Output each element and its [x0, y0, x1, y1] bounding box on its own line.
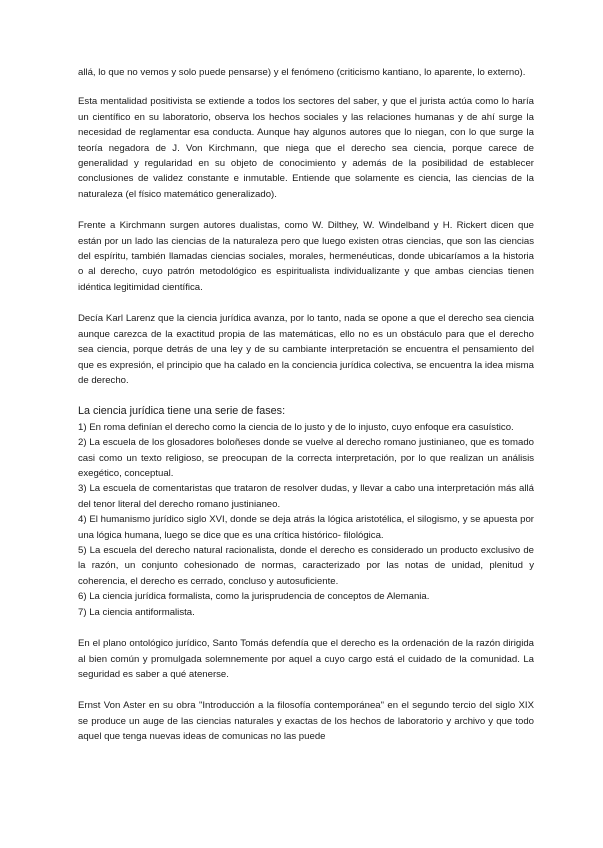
- paragraph-santo-tomas: En el plano ontológico jurídico, Santo Tomás defendía que el derecho es la ordenación de la razón dirigida al bien común y promulgada solemnemente por aquel a cuyo cargo está el cuidado de la comunidad. La seguridad es saber a qué atenerse.: [78, 638, 534, 680]
- paragraph-von-aster: Ernst Von Aster en su obra "Introducción a la filosofía contemporánea" en el segundo tercio del siglo XIX se produce un auge de las ciencias naturales y exactas de los hechos de laboratorio y archivo y que todo aquel que tenga nuevas ideas de comunicas no las puede: [78, 700, 534, 743]
- paragraph-larenz: Decía Karl Larenz que la ciencia jurídica avanza, por lo tanto, nada se opone a que el derecho sea ciencia aunque carezca de la exactitud propia de las matemáticas, ello no es un obstáculo para que el derecho sea ciencia, porque detrás de una ley y de su cambiante interpretación se encuentra el pensamiento del que es expresión, el principio que ha calado en la conciencia jurídica colectiva, se encuentra la idea misma de derecho.: [78, 313, 534, 386]
- list-item: 7) La ciencia antiformalista.: [78, 606, 195, 618]
- list-item: 6) La ciencia jurídica formalista, como la jurisprudencia de conceptos de Alemania.: [78, 591, 430, 603]
- phases-list: [78, 420, 534, 620]
- phases-heading: La ciencia jurídica tiene una serie de fases:: [78, 405, 286, 418]
- paragraph-dualistas: Frente a Kirchmann surgen autores dualistas, como W. Dilthey, W. Windelband y H. Rickert dicen que están por un lado las ciencias de la naturaleza pero que luego existen otras ciencias, que son las ciencias del espíritu, también llamadas ciencias sociales, morales, hermenéuticas, donde ubicaríamos a la historia o al derecho, cuyo patrón metodológico es espiritualista individualizante y que ambas ciencias tienen idéntica legitimidad científica.: [78, 220, 534, 293]
- list-item: 5) La escuela del derecho natural racionalista, donde el derecho es considerado un producto exclusivo de la razón, un conjunto cohesionado de normas, caracterizado por las notas de unidad, plenitud y coherencia, el derecho es cerrado, concluso y autosuficiente.: [78, 545, 534, 587]
- paragraph-positivismo: Esta mentalidad positivista se extiende a todos los sectores del saber, y que el jurista actúa como lo haría un científico en su laboratorio, observa los hechos sociales y las relaciones humanas y de ahí surge la necesidad de reglamentar esa conducta. Aunque hay algunos autores que lo niegan, con lo que surge la teoría negadora de J. Von Kirchmann, que niega que el derecho sea ciencia, porque carece de generalidad y regularidad en su objeto de conocimiento y además de la posibilidad de establecer conclusiones de validez constante e inmutable. Entiende que solamente es ciencia, las ciencias de la naturaleza (el físico matemático generalizado).: [78, 96, 534, 200]
- list-item: 3) La escuela de comentaristas que trataron de resolver dudas, y llevar a cabo una interpretación más allá del tenor literal del derecho romano justinianeo.: [78, 483, 534, 510]
- list-item: 1) En roma definían el derecho como la ciencia de lo justo y de lo injusto, cuyo enfoque era casuístico.: [78, 421, 514, 433]
- document-page: [78, 65, 534, 761]
- paragraph-criticismo: allá, lo que no vemos y solo puede pensarse) y el fenómeno (criticismo kantiano, lo aparente, lo externo).: [78, 67, 526, 78]
- list-item: 4) El humanismo jurídico siglo XVI, donde se deja atrás la lógica aristotélica, el silogismo, y se apuesta por una lógica humana, luego se dice que es una crítica histórico- filológica.: [78, 514, 534, 541]
- list-item: 2) La escuela de los glosadores boloñeses donde se vuelve al derecho romano justinianeo, que es tomado casi como un texto religioso, se preocupan de la correcta interpretación, por lo que realizan un análisis exegético, conceptual.: [78, 437, 534, 480]
